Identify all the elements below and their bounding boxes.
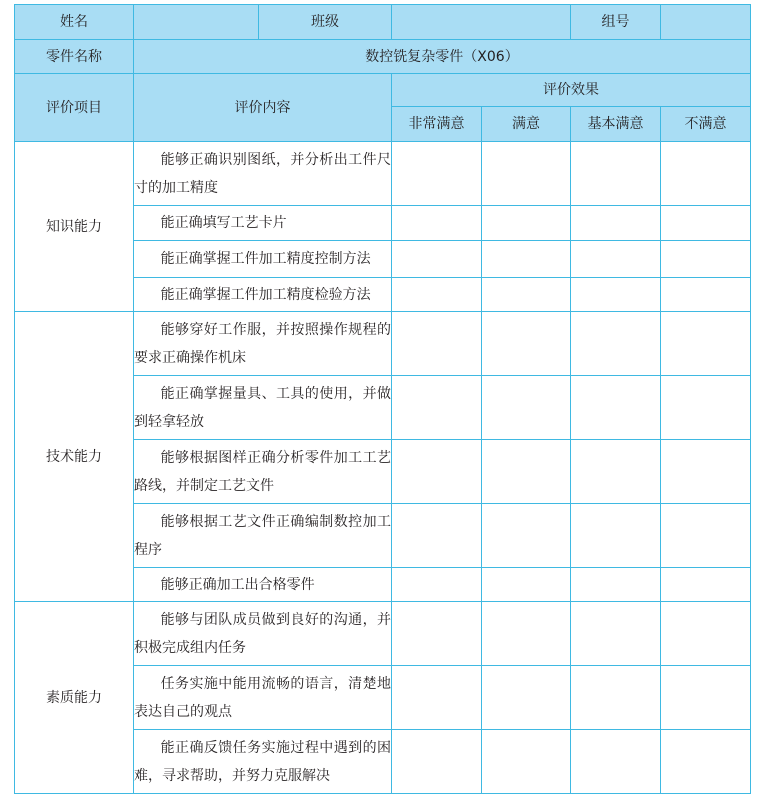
criterion-text: 能正确掌握工件加工精度检验方法 bbox=[160, 286, 371, 303]
evaluation-item-header: 评价项目 bbox=[15, 74, 134, 142]
rating-cell[interactable] bbox=[482, 206, 571, 241]
rating-cell[interactable] bbox=[571, 666, 661, 730]
group-label: 组号 bbox=[571, 5, 661, 40]
evaluation-table bbox=[14, 4, 751, 794]
rating-cell[interactable] bbox=[571, 504, 661, 568]
rating-cell[interactable] bbox=[482, 241, 571, 278]
rating-cell[interactable] bbox=[392, 730, 482, 794]
rating-cell[interactable] bbox=[661, 730, 751, 794]
rating-cell[interactable] bbox=[571, 602, 661, 666]
name-label: 姓名 bbox=[15, 5, 134, 40]
rating-cell[interactable] bbox=[571, 278, 661, 312]
part-name-label: 零件名称 bbox=[15, 40, 134, 74]
group-value-cell[interactable] bbox=[661, 5, 751, 40]
rating-cell[interactable] bbox=[392, 440, 482, 504]
rating-cell[interactable] bbox=[661, 440, 751, 504]
category-quality: 素质能力 bbox=[15, 602, 134, 794]
criterion-text: 能够根据图样正确分析零件加工工艺路线，并制定工艺文件 bbox=[134, 449, 391, 494]
criterion-cell bbox=[134, 602, 392, 666]
criterion-cell bbox=[134, 730, 392, 794]
criterion-cell bbox=[134, 312, 392, 376]
rating-cell[interactable] bbox=[482, 312, 571, 376]
criterion-cell bbox=[134, 142, 392, 206]
rating-cell[interactable] bbox=[392, 312, 482, 376]
criterion-cell bbox=[134, 504, 392, 568]
rating-cell[interactable] bbox=[392, 602, 482, 666]
criterion-text: 能够正确加工出合格零件 bbox=[160, 576, 315, 593]
criterion-text: 能正确填写工艺卡片 bbox=[160, 215, 287, 231]
evaluation-effect-header: 评价效果 bbox=[392, 74, 751, 107]
rating-cell[interactable] bbox=[392, 206, 482, 241]
rating-cell[interactable] bbox=[661, 278, 751, 312]
criterion-cell bbox=[134, 440, 392, 504]
criterion-cell bbox=[134, 278, 392, 312]
rating-cell[interactable] bbox=[482, 142, 571, 206]
rating-cell[interactable] bbox=[482, 666, 571, 730]
rating-cell[interactable] bbox=[392, 142, 482, 206]
rating-cell[interactable] bbox=[661, 241, 751, 278]
part-name-value: 数控铣复杂零件（X06） bbox=[134, 40, 751, 74]
rating-cell[interactable] bbox=[571, 730, 661, 794]
criterion-text: 任务实施中能用流畅的语言，清楚地表达自己的观点 bbox=[134, 675, 391, 720]
criterion-cell bbox=[134, 568, 392, 602]
level-basically-satisfied: 基本满意 bbox=[571, 107, 661, 142]
rating-cell[interactable] bbox=[482, 602, 571, 666]
criterion-text: 能够穿好工作服，并按照操作规程的要求正确操作机床 bbox=[134, 321, 391, 366]
rating-cell[interactable] bbox=[661, 376, 751, 440]
rating-cell[interactable] bbox=[392, 241, 482, 278]
class-value-cell[interactable] bbox=[392, 5, 571, 40]
rating-cell[interactable] bbox=[571, 440, 661, 504]
criterion-cell bbox=[134, 241, 392, 278]
criterion-text: 能正确掌握量具、工具的使用，并做到轻拿轻放 bbox=[134, 385, 391, 430]
rating-cell[interactable] bbox=[482, 278, 571, 312]
criterion-text: 能正确掌握工件加工精度控制方法 bbox=[160, 251, 371, 267]
rating-cell[interactable] bbox=[482, 504, 571, 568]
rating-cell[interactable] bbox=[661, 312, 751, 376]
rating-cell[interactable] bbox=[661, 142, 751, 206]
category-knowledge: 知识能力 bbox=[15, 142, 134, 312]
rating-cell[interactable] bbox=[661, 568, 751, 602]
rating-cell[interactable] bbox=[571, 142, 661, 206]
category-technical: 技术能力 bbox=[15, 312, 134, 602]
rating-cell[interactable] bbox=[571, 376, 661, 440]
criterion-cell bbox=[134, 666, 392, 730]
rating-cell[interactable] bbox=[571, 241, 661, 278]
level-very-satisfied: 非常满意 bbox=[392, 107, 482, 142]
criterion-text: 能够根据工艺文件正确编制数控加工程序 bbox=[134, 513, 391, 558]
rating-cell[interactable] bbox=[571, 206, 661, 241]
rating-cell[interactable] bbox=[482, 440, 571, 504]
criterion-cell bbox=[134, 376, 392, 440]
rating-cell[interactable] bbox=[392, 504, 482, 568]
rating-cell[interactable] bbox=[482, 730, 571, 794]
rating-cell[interactable] bbox=[392, 278, 482, 312]
name-value-cell[interactable] bbox=[134, 5, 259, 40]
level-unsatisfied: 不满意 bbox=[661, 107, 751, 142]
rating-cell[interactable] bbox=[392, 666, 482, 730]
criterion-text: 能够与团队成员做到良好的沟通，并积极完成组内任务 bbox=[134, 611, 391, 656]
criterion-cell bbox=[134, 206, 392, 241]
evaluation-content-header: 评价内容 bbox=[134, 74, 392, 142]
rating-cell[interactable] bbox=[661, 206, 751, 241]
rating-cell[interactable] bbox=[482, 376, 571, 440]
level-satisfied: 满意 bbox=[482, 107, 571, 142]
rating-cell[interactable] bbox=[482, 568, 571, 602]
rating-cell[interactable] bbox=[661, 666, 751, 730]
rating-cell[interactable] bbox=[392, 376, 482, 440]
criterion-text: 能够正确识别图纸，并分析出工件尺寸的加工精度 bbox=[134, 151, 391, 196]
rating-cell[interactable] bbox=[392, 568, 482, 602]
rating-cell[interactable] bbox=[661, 602, 751, 666]
rating-cell[interactable] bbox=[661, 504, 751, 568]
rating-cell[interactable] bbox=[571, 312, 661, 376]
class-label: 班级 bbox=[259, 5, 392, 40]
evaluation-form bbox=[14, 4, 751, 794]
criterion-text: 能正确反馈任务实施过程中遇到的困难，寻求帮助，并努力克服解决 bbox=[134, 739, 391, 784]
rating-cell[interactable] bbox=[571, 568, 661, 602]
